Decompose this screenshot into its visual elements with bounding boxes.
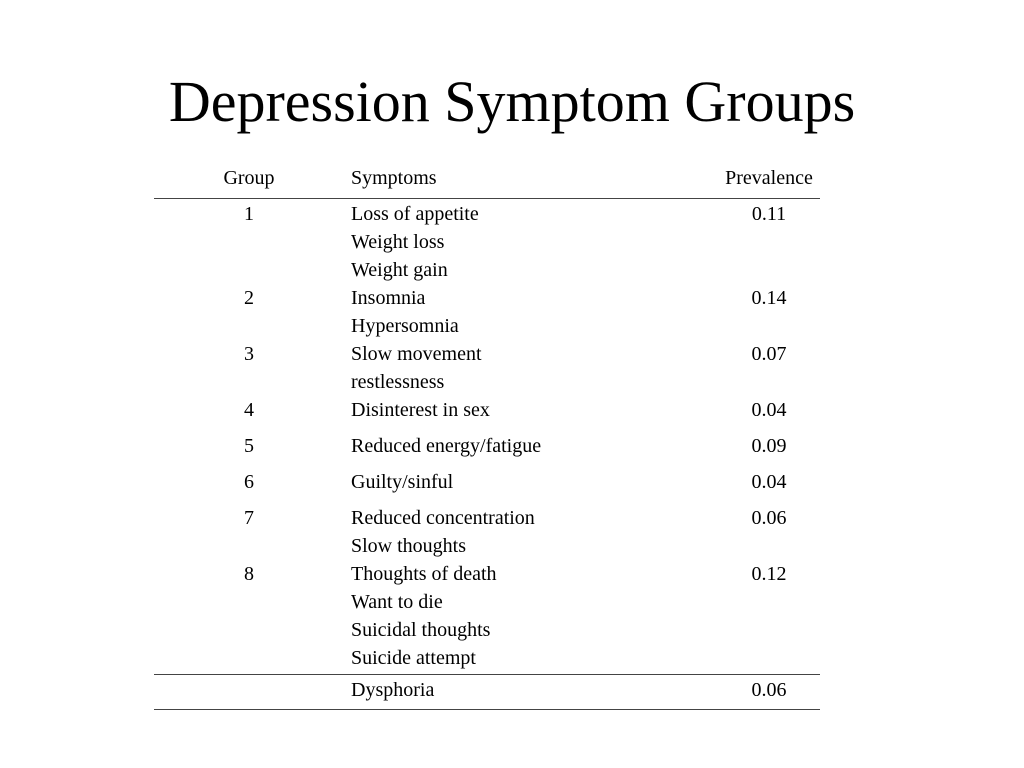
header-symptoms: Symptoms <box>351 167 437 189</box>
prevalence-cell: 0.07 <box>751 343 787 365</box>
symptom-item: Reduced energy/fatigue <box>351 435 542 457</box>
group-cell: 4 <box>244 399 254 421</box>
table-body <box>154 199 820 672</box>
symptom-item: Slow movement <box>351 343 482 365</box>
symptom-item: Disinterest in sex <box>351 399 490 421</box>
table-row <box>154 560 820 672</box>
prevalence-cell: 0.06 <box>751 507 787 529</box>
group-cell: 3 <box>244 343 254 365</box>
symptom-item: Hypersomnia <box>351 315 459 337</box>
slide-title: Depression Symptom Groups <box>168 69 856 134</box>
table-row <box>154 432 820 460</box>
symptom-item: Thoughts of death <box>351 563 497 585</box>
group-cell: 1 <box>244 203 254 225</box>
table-row <box>154 200 820 284</box>
prevalence-cell: 0.06 <box>751 679 787 701</box>
table-row <box>154 396 820 424</box>
symptom-item: Guilty/sinful <box>351 471 454 493</box>
symptom-item: restlessness <box>351 371 445 393</box>
group-cell: 2 <box>244 287 254 309</box>
symptom-groups-table <box>154 162 820 710</box>
group-cell: 8 <box>244 563 254 585</box>
symptom-item: Weight loss <box>351 231 445 253</box>
table-header <box>154 162 820 199</box>
prevalence-cell: 0.04 <box>751 471 787 493</box>
header-prevalence: Prevalence <box>725 167 813 189</box>
symptoms-cell: Dysphoria <box>351 679 435 701</box>
symptom-item: Suicidal thoughts <box>351 619 491 641</box>
header-group: Group <box>223 167 275 189</box>
symptom-item: Weight gain <box>351 259 448 281</box>
group-cell: 6 <box>244 471 254 493</box>
table-row <box>154 504 820 560</box>
group-cell: 5 <box>244 435 254 457</box>
prevalence-cell: 0.09 <box>751 435 787 457</box>
table-row <box>154 468 820 496</box>
symptom-item: Reduced concentration <box>351 507 535 529</box>
table-row <box>154 284 820 340</box>
table-footer-row <box>154 675 820 710</box>
group-cell: 7 <box>244 507 254 529</box>
prevalence-cell: 0.04 <box>751 399 787 421</box>
symptom-item: Want to die <box>351 591 443 613</box>
symptom-item: Insomnia <box>351 287 426 309</box>
table-row <box>154 340 820 396</box>
symptom-item: Suicide attempt <box>351 647 476 669</box>
prevalence-cell: 0.11 <box>751 203 787 225</box>
prevalence-cell: 0.12 <box>751 563 787 585</box>
symptom-item: Slow thoughts <box>351 535 467 557</box>
symptom-item: Loss of appetite <box>351 203 479 225</box>
prevalence-cell: 0.14 <box>751 287 787 309</box>
